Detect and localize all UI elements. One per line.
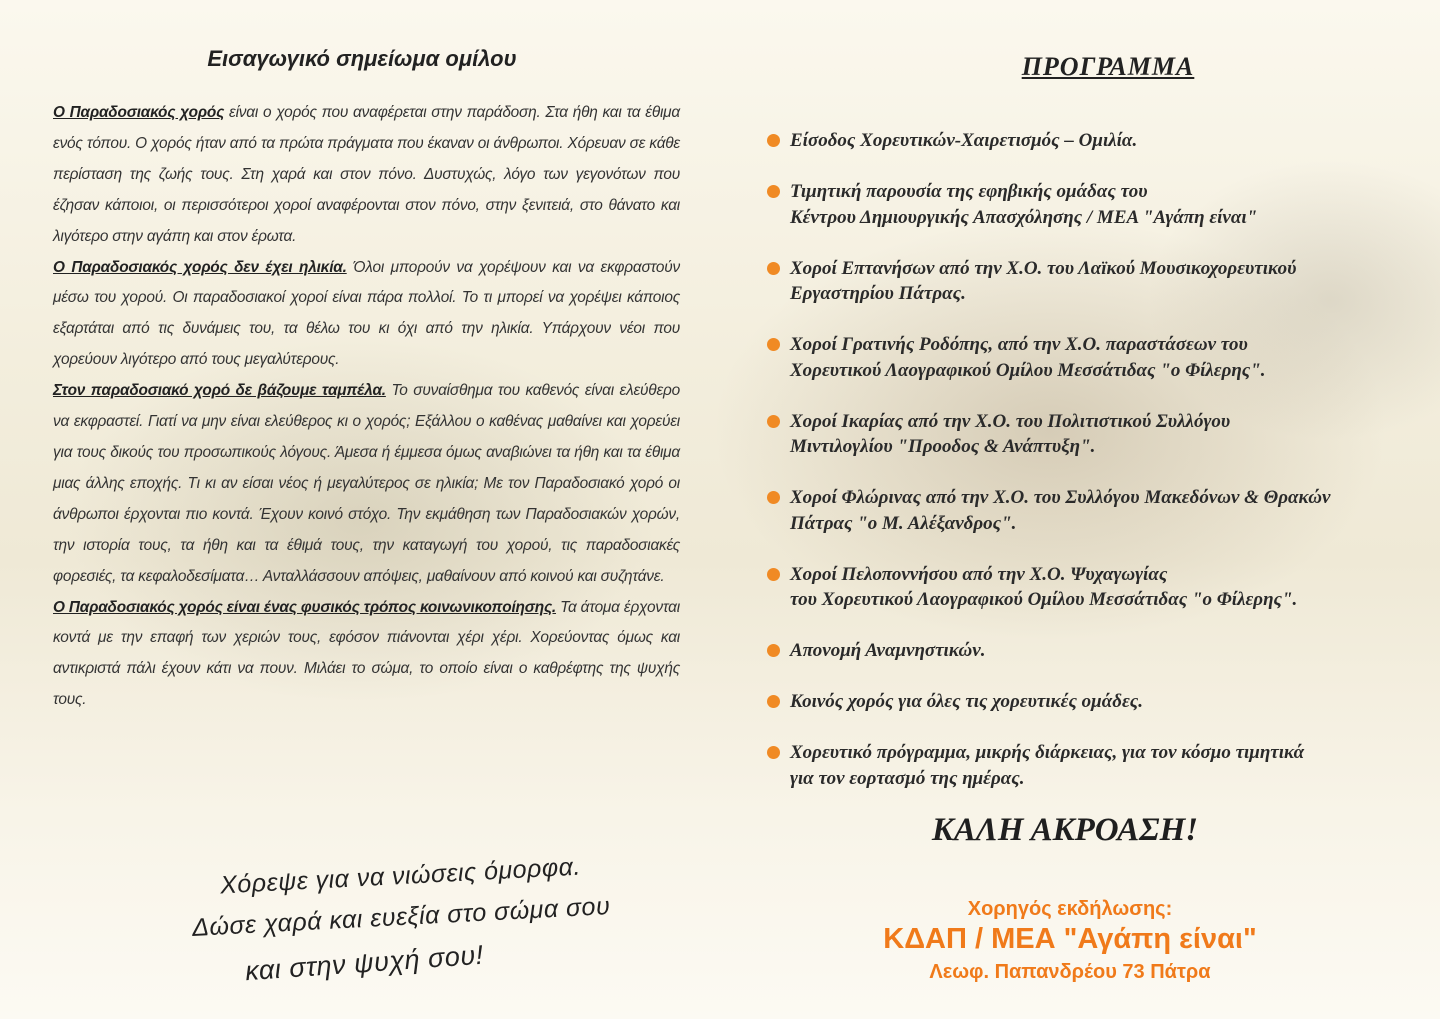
paragraph-text: Τα άτομα έρχονται κοντά με την επαφή των χεριών τους, εφόσον πιάνονται χέρι χέρι. Χορεύοντας όμως και αντικριστά πάλι έχουν κάτι να πουν. Μιλάει το σώμα, το οποίο είναι ο καθρέφτης της ψυχής τους. (53, 598, 680, 709)
program-item-line: Εργαστηρίου Πάτρας. (790, 283, 966, 304)
bullet-icon (767, 338, 780, 351)
paragraph (53, 98, 680, 253)
handwritten-line: Δώσε χαρά και ευεξία στο σώμα σου (191, 892, 611, 942)
program-item-line: για τον εορτασμό της ημέρας. (790, 767, 1025, 789)
program-item-line: Πάτρας "ο Μ. Αλέξανδρος". (790, 512, 1017, 534)
program-item-line: Κοινός χορός για όλες τις χορευτικές ομάδες. (790, 691, 1144, 712)
program-item-line: του Χορευτικού Λαογραφικού Ομίλου Μεσσάτιδας "ο Φίλερης". (790, 589, 1298, 610)
program-item (765, 128, 1405, 154)
program-item (765, 332, 1405, 383)
sponsor-name: ΚΔΑΠ / ΜΕΑ "Αγάπη είναι" (883, 923, 1257, 955)
program-item-line: Χοροί Φλώρινας από την Χ.Ο. του Συλλόγου Μακεδόνων & Θρακών (790, 487, 1331, 508)
program-item (765, 256, 1405, 307)
program-item (765, 179, 1405, 230)
paragraph (53, 593, 680, 717)
paragraph-lead: Ο Παραδοσιακός χορός (53, 104, 225, 121)
bullet-icon (767, 695, 780, 708)
program-item (765, 409, 1405, 460)
program-item-line: Χοροί Πελοποννήσου από την Χ.Ο. Ψυχαγωγίας (790, 563, 1168, 585)
paragraph-lead: Ο Παραδοσιακός χορός είναι ένας φυσικός τρόπος κοινωνικοποίησης. (53, 598, 557, 616)
bullet-icon (767, 415, 780, 428)
paragraph (53, 376, 680, 592)
bullet-icon (767, 134, 780, 147)
bullet-icon (767, 491, 780, 504)
program-item-line: Χορευτικό πρόγραμμα, μικρής διάρκειας, για τον κόσμο τιμητικά (790, 742, 1305, 763)
program-item (765, 740, 1405, 791)
paragraph-text: Το συναίσθημα του καθενός είναι ελεύθερο να εκφραστεί. Γιατί να μην είναι ελεύθερος κι ο χορός; Εξάλλου ο καθένας μαθαίνει και χορεύει για τους δικούς του προσωπικούς λόγους. Άμεσα ή έμμεσα όμως αναβιώνει τα ήθη και τα έθιμα μιας άλλης εποχής. Τι κι αν είσαι νέος ή μεγαλύτερος σε ηλικία; Με τον Παραδοσιακό χορό οι άνθρωποι έρχονται πιο κοντά. Έχουν κοινό στόχο. Την εκμάθηση των Παραδοσιακών χορών, την ιστορία τους, τα ήθη και τα έθιμά τους, την καταγωγή του χορού, τις παραδοσιακές φορεσιές, τα κεφαλοδεσίματα… Ανταλλάσσουν απόψεις, μαθαίνουν από κοινού και συζητάνε. (53, 382, 680, 585)
paragraph (53, 253, 680, 377)
paragraph-text: Όλοι μπορούν να χορέψουν και να εκφραστούν μέσω του χορού. Οι παραδοσιακοί χοροί είναι πάρα πολλοί. Το τι μπορεί να χορέψει κάποιος εξαρτάται από τις δυνάμεις του, τα θέλω του κι όχι από την ηλικία. Υπάρχουν νέοι που χορεύουν λιγότερο από τους μεγαλύτερους. (53, 258, 680, 369)
program-item-line: Απονομή Αναμνηστικών. (790, 640, 986, 661)
program-item (765, 562, 1405, 613)
bullet-icon (767, 746, 780, 759)
intro-title: Εισαγωγικό σημείωμα ομίλου (207, 46, 517, 71)
closing-message: ΚΑΛΗ ΑΚΡΟΑΣΗ! (931, 812, 1199, 848)
paragraph-lead: Στον παραδοσιακό χορό δε βάζουμε ταμπέλα. (53, 382, 386, 400)
program-item-line: Κέντρου Δημιουργικής Απασχόλησης / ΜΕΑ "Αγάπη είναι" (790, 206, 1258, 228)
sponsor-label: Χορηγός εκδήλωσης: (967, 898, 1173, 920)
handwritten-line: Χόρεψε για να νιώσεις όμορφα. (219, 852, 582, 900)
sponsor-address: Λεωφ. Παπανδρέου 73 Πάτρα (929, 961, 1211, 983)
program-item (765, 485, 1405, 536)
intro-text (53, 98, 680, 716)
bullet-icon (767, 262, 780, 275)
handwritten-line: και στην ψυχή σου! (244, 939, 485, 987)
program-item-line: Χοροί Γρατινής Ροδόπης, από την Χ.Ο. παραστάσεων του (790, 334, 1248, 355)
program-item-line: Μιντιλογλίου "Προοδος & Ανάπτυξη". (790, 436, 1096, 457)
program-item-line: Χοροί Ικαρίας από την Χ.Ο. του Πολιτιστικού Συλλόγου (790, 410, 1231, 432)
paragraph-text: είναι ο χορός που αναφέρεται στην παράδοση. Στα ήθη και τα έθιμα ενός τόπου. Ο χορός ήταν από τα πρώτα πράγματα που έκαναν οι άνθρωποι. Χόρευαν σε κάθε περίσταση της ζωής τους. Στη χαρά και στον πόνο. Δυστυχώς, λόγο των γεγονότων που έζησαν κάποιοι, οι περισσότεροι χοροί αναφέρονται στον πόνο, στην ξενιτειά, στο θάνατο και λιγότερο στην αγάπη και στον έρωτα. (53, 104, 680, 245)
bullet-icon (767, 644, 780, 657)
program-item (765, 638, 1405, 664)
program-item-line: Χοροί Επτανήσων από την Χ.Ο. του Λαϊκού Μουσικοχορευτικού (790, 257, 1297, 279)
program-title: ΠΡΟΓΡΑΜΜΑ (1021, 52, 1195, 81)
program-item-line: Είσοδος Χορευτικών-Χαιρετισμός – Ομιλία. (790, 130, 1138, 151)
program-item-line: Χορευτικού Λαογραφικού Ομίλου Μεσσάτιδας "ο Φίλερης". (790, 359, 1266, 381)
paragraph-lead: Ο Παραδοσιακός χορός δεν έχει ηλικία. (53, 258, 347, 276)
program-item (765, 689, 1405, 715)
program-list (765, 128, 1405, 817)
program-item-line: Τιμητική παρουσία της εφηβικής ομάδας του (790, 181, 1148, 202)
bullet-icon (767, 568, 780, 581)
bullet-icon (767, 185, 780, 198)
